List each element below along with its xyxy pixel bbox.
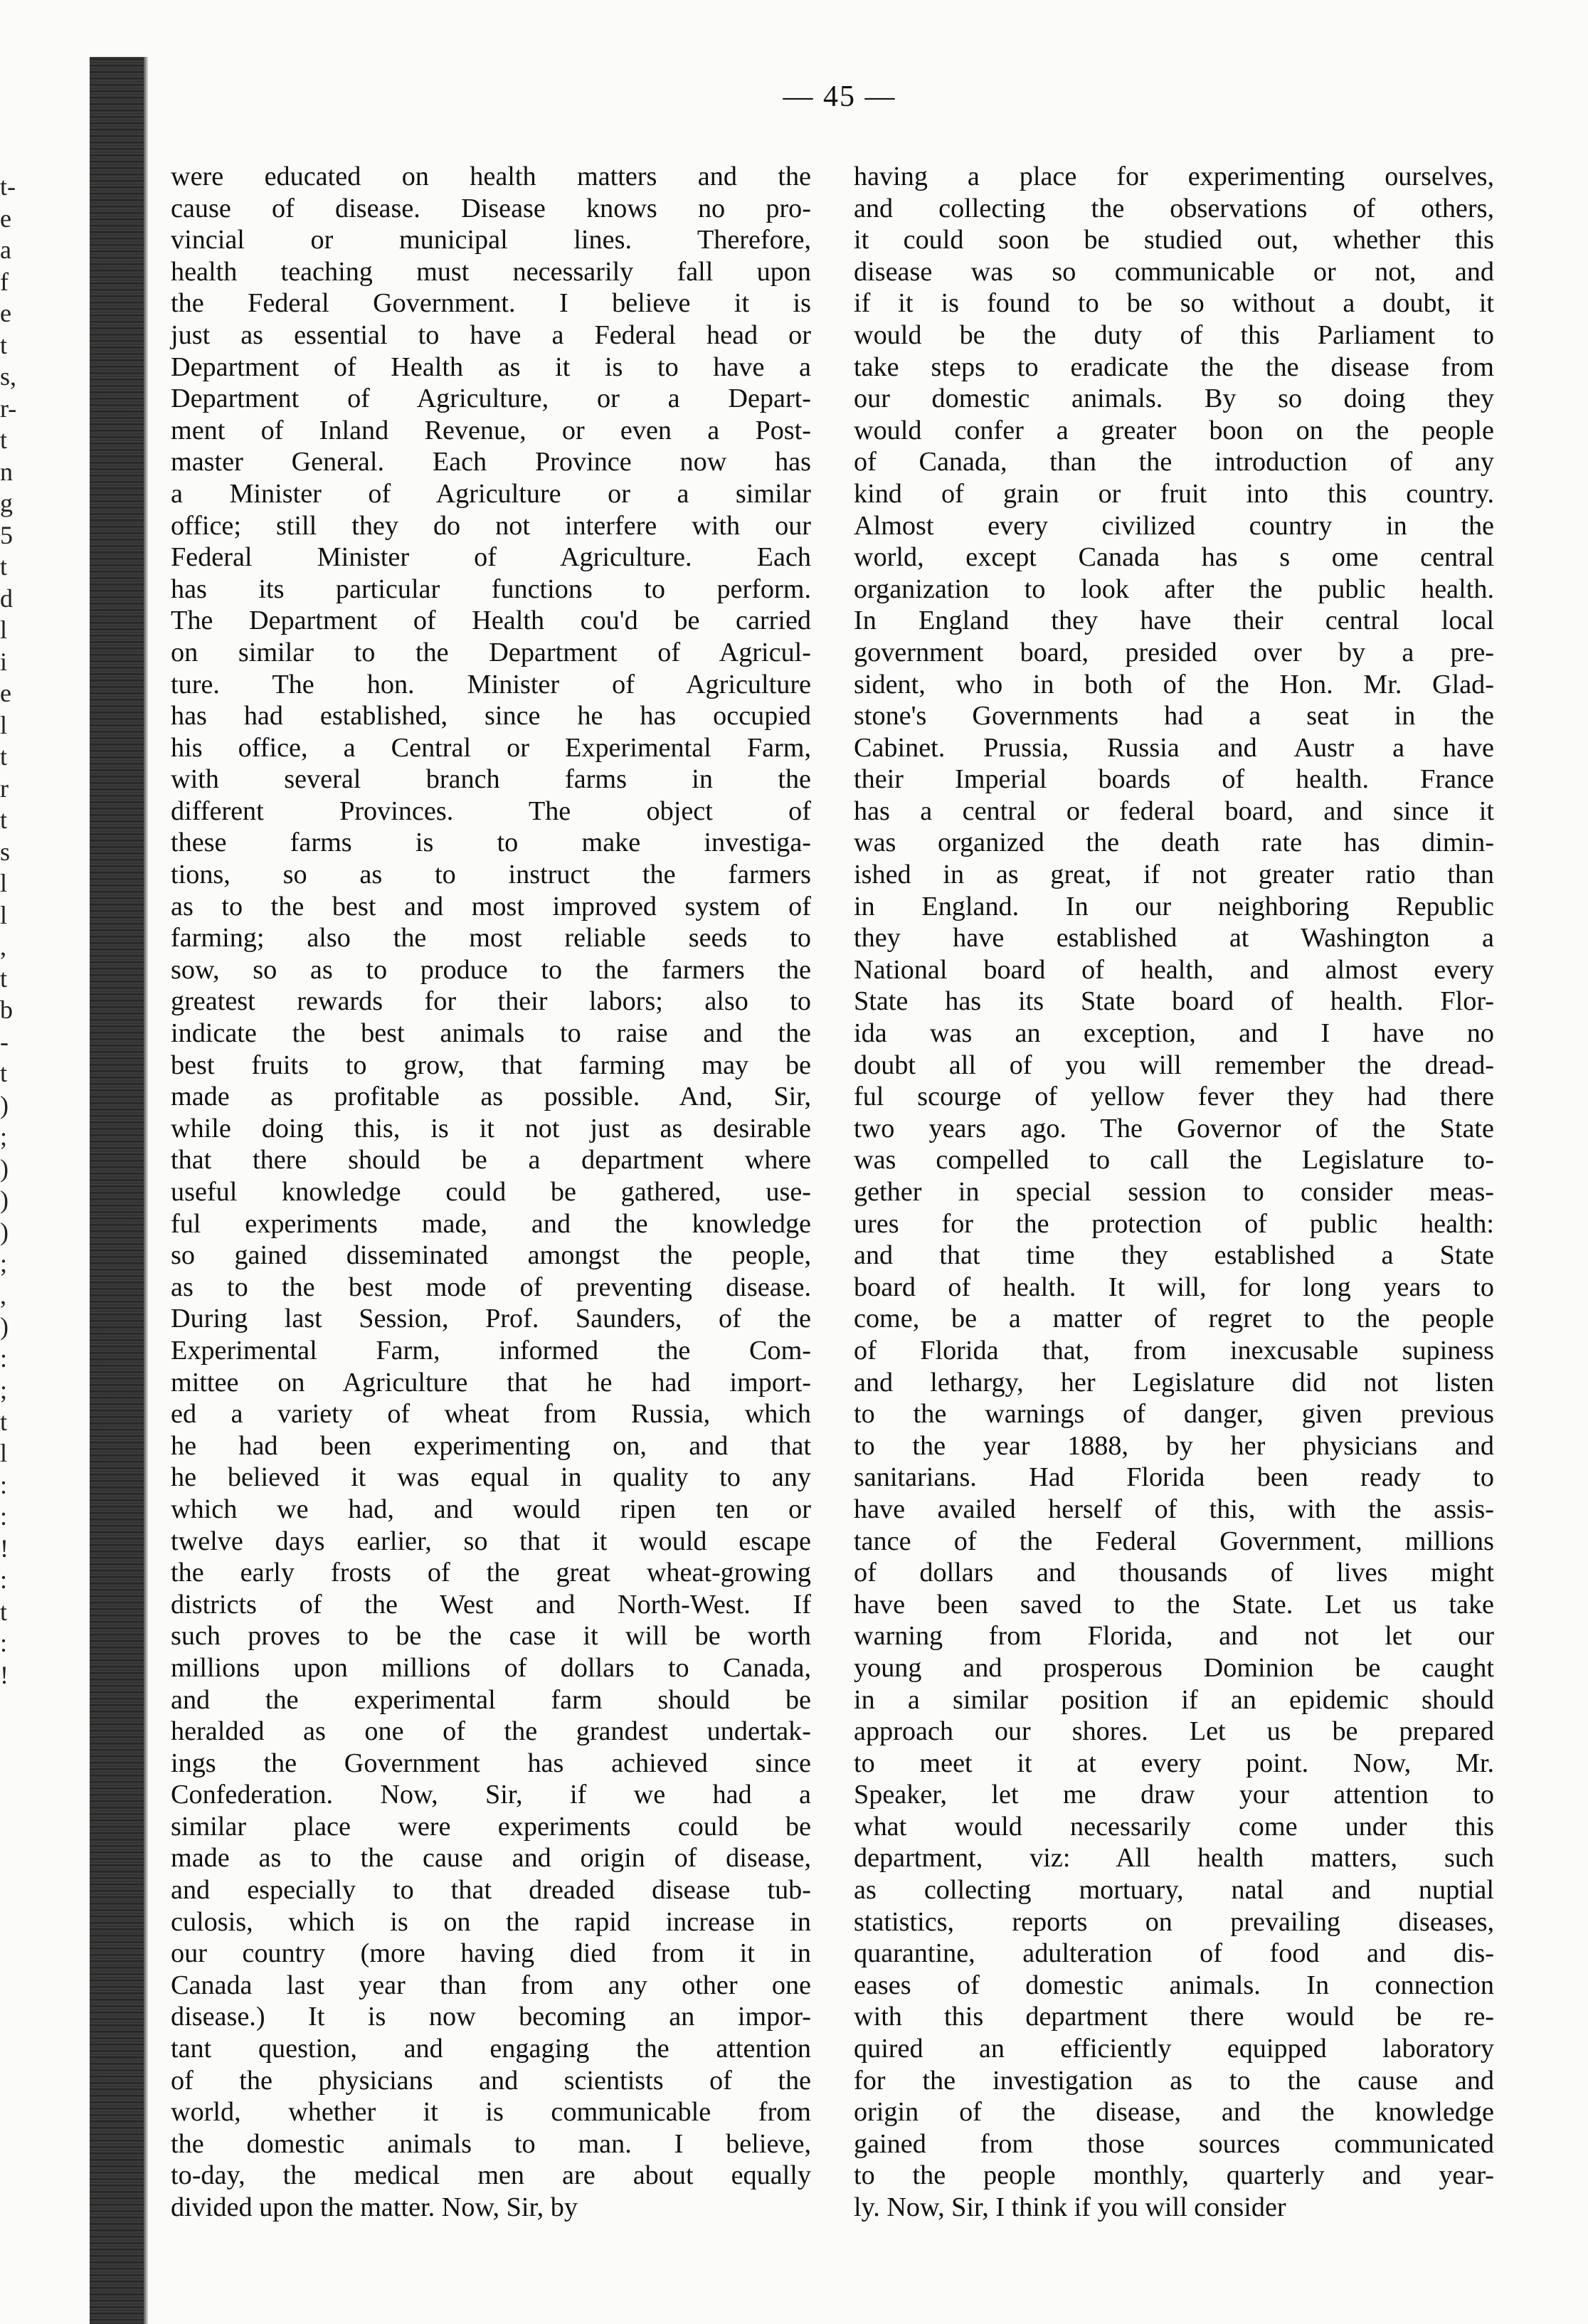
text-line: to-day, the medical men are about equally (171, 2160, 811, 2191)
margin-fragment: l (0, 869, 8, 897)
margin-fragment: s (0, 837, 11, 866)
margin-fragment: t (0, 1597, 8, 1626)
margin-fragment: ; (0, 1249, 8, 1277)
margin-fragment: ) (0, 1153, 9, 1183)
margin-fragment: f (0, 267, 9, 296)
text-line: two years ago. The Governor of the State (854, 1113, 1494, 1143)
text-line: on similar to the Department of Agricul- (171, 637, 811, 667)
text-line: Department of Agriculture, or a Depart- (171, 384, 811, 414)
margin-fragment: t (0, 552, 8, 581)
text-line: Almost every civilized country in the (854, 510, 1494, 541)
text-line: his office, a Central or Experimental Farm, (171, 732, 811, 763)
text-line: have availed herself of this, with the assis- (854, 1494, 1494, 1524)
text-line: would confer a greater boon on the people (854, 415, 1494, 445)
margin-fragment: ) (0, 1185, 9, 1214)
text-line: sanitarians. Had Florida been ready to (854, 1462, 1494, 1493)
text-line: mittee on Agriculture that he had import- (171, 1367, 811, 1398)
text-line: has its particular functions to perform. (171, 574, 811, 604)
text-line: come, be a matter of regret to the people (854, 1304, 1494, 1334)
text-line: ful experiments made, and the knowledge (171, 1208, 811, 1239)
text-line: these farms is to make investiga- (171, 828, 811, 858)
text-line: they have established at Washington a (854, 923, 1494, 954)
binding-spine (90, 57, 144, 2324)
text-line: of the physicians and scientists of the (171, 2065, 811, 2096)
text-line: having a place for experimenting ourselves, (854, 162, 1494, 191)
text-line: were educated on health matters and the (171, 162, 811, 191)
text-line: quarantine, adulteration of food and dis- (854, 1938, 1494, 1969)
margin-fragment: ; (0, 1122, 8, 1151)
text-line: similar place were experiments could be (171, 1811, 811, 1842)
margin-fragment: t (0, 1059, 8, 1087)
margin-fragment: d (0, 583, 13, 613)
text-line: for the investigation as to the cause and (854, 2065, 1494, 2096)
text-line: useful knowledge could be gathered, use- (171, 1177, 811, 1207)
text-line: divided upon the matter. Now, Sir, by (171, 2192, 578, 2222)
text-line: board of health. It will, for long years to (854, 1272, 1494, 1302)
margin-fragment: ) (0, 1090, 9, 1119)
text-line: and the experimental farm should be (171, 1684, 811, 1715)
margin-fragment: : (0, 1343, 8, 1373)
text-line: gained from those sources communicated (854, 2128, 1494, 2159)
text-line: as collecting mortuary, natal and nuptial (854, 1875, 1494, 1906)
text-line: culosis, which is on the rapid increase in (171, 1906, 811, 1937)
text-line: which we had, and would ripen ten or (171, 1494, 811, 1524)
text-line: to the people monthly, quarterly and year- (854, 2160, 1494, 2191)
text-line: the Federal Government. I believe it is (171, 288, 811, 319)
margin-fragment: ; (0, 1375, 8, 1404)
text-line: heralded as one of the grandest undertak- (171, 1716, 811, 1747)
text-line: vincial or municipal lines. Therefore, (171, 225, 811, 255)
margin-fragment: , (0, 1280, 6, 1309)
text-line: with several branch farms in the (171, 764, 811, 795)
text-line: kind of grain or fruit into this country. (854, 478, 1494, 509)
margin-fragment: , (0, 932, 6, 961)
text-line: young and prosperous Dominion be caught (854, 1652, 1494, 1683)
text-line: districts of the West and North-West. If (171, 1589, 811, 1620)
margin-fragment: l (0, 710, 8, 739)
text-line: Department of Health as it is to have a (171, 352, 811, 382)
text-line: tions, so as to instruct the farmers (171, 860, 811, 890)
text-line: and that time they established a State (854, 1240, 1494, 1271)
text-line: Federal Minister of Agriculture. Each (171, 542, 811, 573)
margin-fragment: l (0, 900, 8, 929)
margin-fragment: t (0, 426, 8, 454)
text-line: ture. The hon. Minister of Agriculture (171, 669, 811, 699)
text-line: in England. In our neighboring Republic (854, 891, 1494, 921)
text-line: best fruits to grow, that farming may be (171, 1050, 811, 1080)
text-line: disease.) It is now becoming an impor- (171, 2002, 811, 2032)
text-line: Experimental Farm, informed the Com- (171, 1335, 811, 1366)
text-line: so gained disseminated amongst the people, (171, 1240, 811, 1271)
margin-fragment: i (0, 647, 8, 676)
text-line: quired an efficiently equipped laboratory (854, 2034, 1494, 2064)
text-line: master General. Each Province now has (171, 447, 811, 477)
text-line: as to the best and most improved system of (171, 891, 811, 921)
text-line: has had established, since he has occupied (171, 701, 811, 731)
text-line: different Provinces. The object of (171, 796, 811, 826)
text-line: the early frosts of the great wheat-growing (171, 1558, 811, 1588)
text-line: During last Session, Prof. Saunders, of the (171, 1304, 811, 1334)
margin-fragment: s, (0, 362, 17, 391)
text-line: farming; also the most reliable seeds to (171, 923, 811, 954)
text-line: to the warnings of danger, given previous (854, 1399, 1494, 1430)
text-line: ings the Government has achieved since (171, 1748, 811, 1778)
text-line: have been saved to the State. Let us take (854, 1589, 1494, 1620)
text-line: he had been experimenting on, and that (171, 1430, 811, 1461)
margin-fragment: ) (0, 1312, 9, 1341)
text-line: world, whether it is communicable from (171, 2097, 811, 2128)
margin-fragment: g (0, 489, 13, 517)
text-line: ly. Now, Sir, I think if you will consider (854, 2192, 1286, 2222)
text-line: origin of the disease, and the knowledge (854, 2097, 1494, 2128)
margin-fragment: : (0, 1502, 8, 1531)
margin-fragment: : (0, 1565, 8, 1594)
text-line: office; still they do not interfere with our (171, 510, 811, 541)
text-line: Canada last year than from any other one (171, 1970, 811, 2000)
text-line: was organized the death rate has dimin- (854, 828, 1494, 858)
text-line: it could soon be studied out, whether this (854, 225, 1494, 255)
text-line: Speaker, let me draw your attention to (854, 1780, 1494, 1810)
text-line: Confederation. Now, Sir, if we had a (171, 1780, 811, 1810)
text-line: with this department there would be re- (854, 2002, 1494, 2032)
text-line: and collecting the observations of others, (854, 193, 1494, 223)
text-line: to meet it at every point. Now, Mr. (854, 1748, 1494, 1778)
margin-fragment: r (0, 773, 9, 803)
text-line: National board of health, and almost every (854, 954, 1494, 985)
left-margin-bleed-text (0, 171, 43, 1691)
text-line: our domestic animals. By so doing they (854, 384, 1494, 414)
margin-fragment: t (0, 1407, 8, 1436)
text-line: of Canada, than the introduction of any (854, 447, 1494, 477)
text-line: stone's Governments had a seat in the (854, 701, 1494, 731)
text-line: of Florida that, from inexcusable supiness (854, 1335, 1494, 1366)
text-line: disease was so communicable or not, and (854, 256, 1494, 287)
margin-fragment: t (0, 742, 8, 771)
margin-fragment: e (0, 204, 11, 233)
text-line: as to the best mode of preventing disease. (171, 1272, 811, 1302)
text-line: just as essential to have a Federal head or (171, 319, 811, 350)
text-line: that there should be a department where (171, 1145, 811, 1176)
text-line: twelve days earlier, so that it would escape (171, 1526, 811, 1556)
margin-fragment: ! (0, 1660, 9, 1689)
text-line: and especially to that dreaded disease tub- (171, 1875, 811, 1906)
margin-fragment: n (0, 457, 13, 486)
margin-fragment: 5 (0, 520, 13, 549)
margin-fragment: e (0, 679, 11, 707)
text-line: and lethargy, her Legislature did not listen (854, 1367, 1494, 1398)
binding-edge (144, 57, 148, 2324)
margin-fragment: : (0, 1629, 8, 1657)
text-line: take steps to eradicate the the disease from (854, 352, 1494, 382)
text-line: Cabinet. Prussia, Russia and Austr a have (854, 732, 1494, 763)
text-line: tance of the Federal Government, millions (854, 1526, 1494, 1556)
text-line: ment of Inland Revenue, or even a Post- (171, 415, 811, 445)
margin-fragment: t (0, 330, 8, 359)
text-line: tant question, and engaging the attention (171, 2034, 811, 2064)
margin-fragment: t (0, 963, 8, 993)
margin-fragment: b (0, 995, 13, 1024)
margin-fragment: t (0, 806, 8, 834)
text-line: cause of disease. Disease knows no pro- (171, 193, 811, 223)
margin-fragment: l (0, 1439, 8, 1467)
text-line: department, viz: All health matters, such (854, 1843, 1494, 1874)
margin-fragment: a (0, 236, 11, 264)
left-text-column (171, 161, 811, 2224)
text-line: State has its State board of health. Flor- (854, 986, 1494, 1017)
text-line: statistics, reports on prevailing diseases, (854, 1906, 1494, 1937)
text-line: approach our shores. Let us be prepared (854, 1716, 1494, 1747)
page-number: — 45 — (783, 80, 896, 113)
margin-fragment: : (0, 1470, 8, 1499)
text-line: greatest rewards for their labors; also to (171, 986, 811, 1017)
margin-fragment: - (0, 1027, 9, 1056)
text-line: the domestic animals to man. I believe, (171, 2128, 811, 2159)
text-line: health teaching must necessarily fall upon (171, 256, 811, 287)
text-line: he believed it was equal in quality to any (171, 1462, 811, 1493)
text-line: a Minister of Agriculture or a similar (171, 478, 811, 509)
margin-fragment: ! (0, 1533, 9, 1563)
text-line: made as profitable as possible. And, Sir, (171, 1082, 811, 1112)
text-line: sident, who in both of the Hon. Mr. Glad- (854, 669, 1494, 699)
text-line: ida was an exception, and I have no (854, 1018, 1494, 1049)
text-line: doubt all of you will remember the dread- (854, 1050, 1494, 1080)
text-line: world, except Canada has s ome central (854, 542, 1494, 573)
margin-fragment: r- (0, 394, 17, 423)
text-line: would be the duty of this Parliament to (854, 319, 1494, 350)
text-line: has a central or federal board, and since it (854, 796, 1494, 826)
text-line: sow, so as to produce to the farmers the (171, 954, 811, 985)
text-line: organization to look after the public health. (854, 574, 1494, 604)
text-line: was compelled to call the Legislature to- (854, 1145, 1494, 1176)
text-line: eases of domestic animals. In connection (854, 1970, 1494, 2000)
text-line: if it is found to be so without a doubt, it (854, 288, 1494, 319)
text-line: warning from Florida, and not let our (854, 1621, 1494, 1652)
text-line: what would necessarily come under this (854, 1811, 1494, 1842)
text-line: millions upon millions of dollars to Canada, (171, 1652, 811, 1683)
text-line: their Imperial boards of health. France (854, 764, 1494, 795)
text-line: ished in as great, if not greater ratio than (854, 860, 1494, 890)
text-line: gether in special session to consider meas- (854, 1177, 1494, 1207)
right-text-column (854, 161, 1494, 2224)
text-line: In England they have their central local (854, 606, 1494, 636)
text-line: in a similar position if an epidemic should (854, 1684, 1494, 1715)
margin-fragment: l (0, 616, 8, 644)
text-line: made as to the cause and origin of disease, (171, 1843, 811, 1874)
margin-fragment: e (0, 299, 11, 327)
text-line: our country (more having died from it in (171, 1938, 811, 1969)
text-line: to the year 1888, by her physicians and (854, 1430, 1494, 1461)
text-line: ful scourge of yellow fever they had there (854, 1082, 1494, 1112)
text-line: indicate the best animals to raise and the (171, 1018, 811, 1049)
margin-fragment: ) (0, 1217, 9, 1246)
margin-fragment: t- (0, 172, 16, 201)
text-line: while doing this, is it not just as desirable (171, 1113, 811, 1143)
text-line: ed a variety of wheat from Russia, which (171, 1399, 811, 1430)
text-line: such proves to be the case it will be worth (171, 1621, 811, 1652)
text-line: government board, presided over by a pre- (854, 637, 1494, 667)
text-line: ures for the protection of public health: (854, 1208, 1494, 1239)
text-line: of dollars and thousands of lives might (854, 1558, 1494, 1588)
text-line: The Department of Health cou'd be carried (171, 606, 811, 636)
